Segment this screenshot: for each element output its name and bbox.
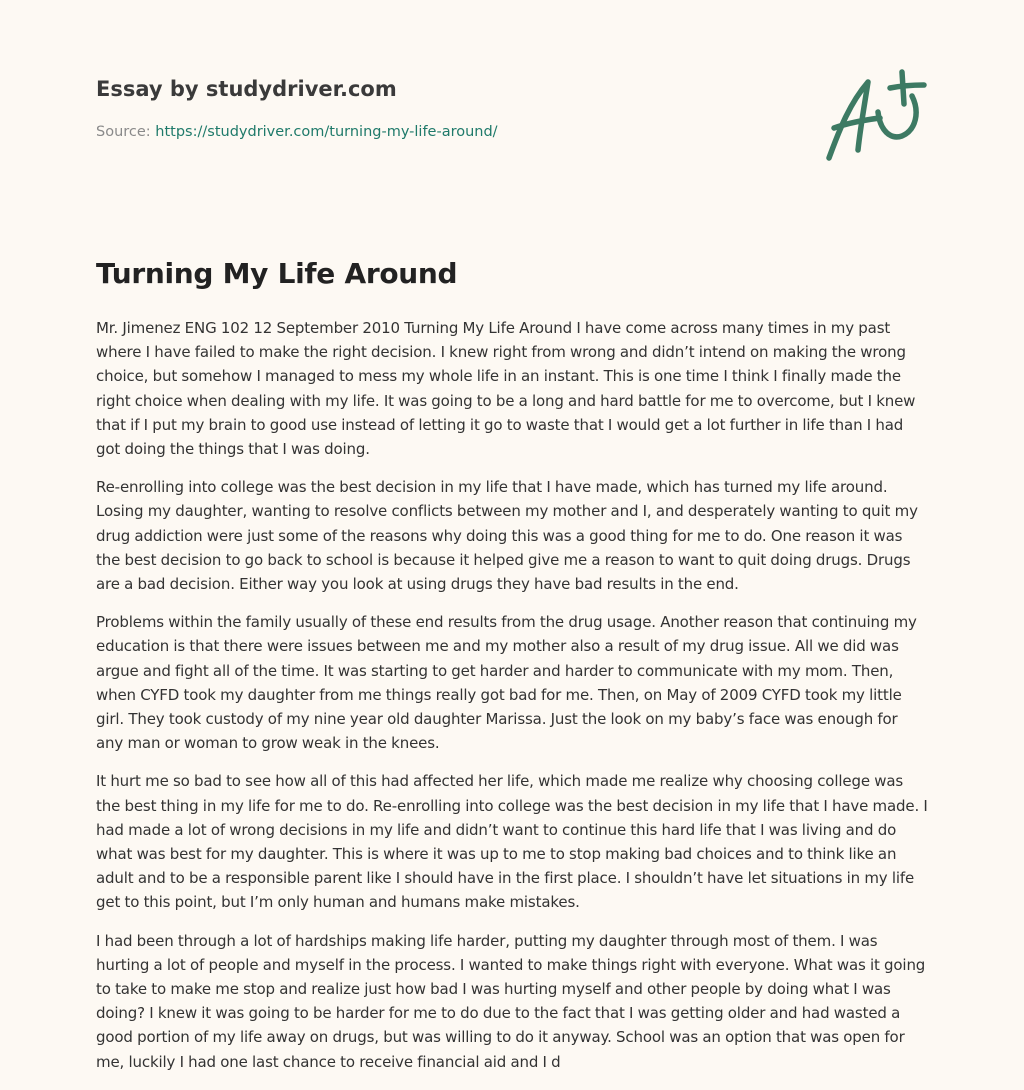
page-title: Turning My Life Around: [96, 257, 458, 290]
essay-paragraph: Problems within the family usually of these end results from the drug usage. Another reason that continuing my education is that there were issues between me and my mother also a result of my drug issue. All we did was argue and fight all of the time. It was starting to get harder and harder to communicate with my mom. Then, when CYFD took my daughter from me things really got bad for me. Then, on May of 2009 CYFD took my little girl. They took custody of my nine year old daughter Marissa. Just the look on my baby’s face was enough for any man or woman to grow weak in the knees.: [96, 613, 917, 753]
essay-paragraph: Mr. Jimenez ENG 102 12 September 2010 Turning My Life Around I have come across many times in my past where I have failed to make the right decision. I knew right from wrong and didn’t intend on making the wrong choice, but somehow I managed to mess my whole life in an instant. This is one time I think I finally made the right choice when dealing with my life. It was going to be a long and hard battle for me to overcome, but I knew that if I put my brain to good use instead of letting it go to waste that I would get a lot further in life than I had got doing the things that I was doing.: [96, 319, 916, 459]
essay-body: [96, 316, 928, 1088]
source-link[interactable]: https://studydriver.com/turning-my-life-around/: [155, 124, 498, 140]
essay-paragraph: Re-enrolling into college was the best decision in my life that I have made, which has turned my life around. Losing my daughter, wanting to resolve conflicts between my mother and I, and desperately wanting to quit my drug addiction were just some of the reasons why doing this was a good thing for me to do. One reason it was the best decision to go back to school is because it helped give me a reason to want to quit doing drugs. Drugs are a bad decision. Either way you look at using drugs they have bad results in the end.: [96, 478, 918, 594]
source-label: Source:: [96, 124, 151, 140]
essay-header: [96, 74, 796, 142]
brand-title: Essay by studydriver.com: [96, 77, 397, 101]
essay-paragraph: I had been through a lot of hardships making life harder, putting my daughter through most of them. I was hurting a lot of people and myself in the process. I wanted to make things right with everyone. What was it going to take to make me stop and realize just how bad I was hurting myself and other people by doing what I was doing? I knew it was going to be harder for me to do due to the fact that I was getting older and had wasted a good portion of my life away on drugs, but was willing to do it anyway. School was an option that was open for me, luckily I had one last chance to receive financial aid and I d: [96, 931, 926, 1071]
source-line: [96, 122, 796, 142]
essay-paragraph: It hurt me so bad to see how all of this had affected her life, which made me realize why choosing college was the best thing in my life for me to do. Re-enrolling into college was the best decision in my life that I have made. I had made a lot of wrong decisions in my life and didn’t want to continue this hard life that I was living and do what was best for my daughter. This is where it was up to me to stop making bad choices and to think like an adult and to be a responsible parent like I should have in the first place. I shouldn’t have let situations in my life get to this point, but I’m only human and humans make mistakes.: [96, 772, 928, 912]
a-plus-icon: [820, 68, 930, 164]
